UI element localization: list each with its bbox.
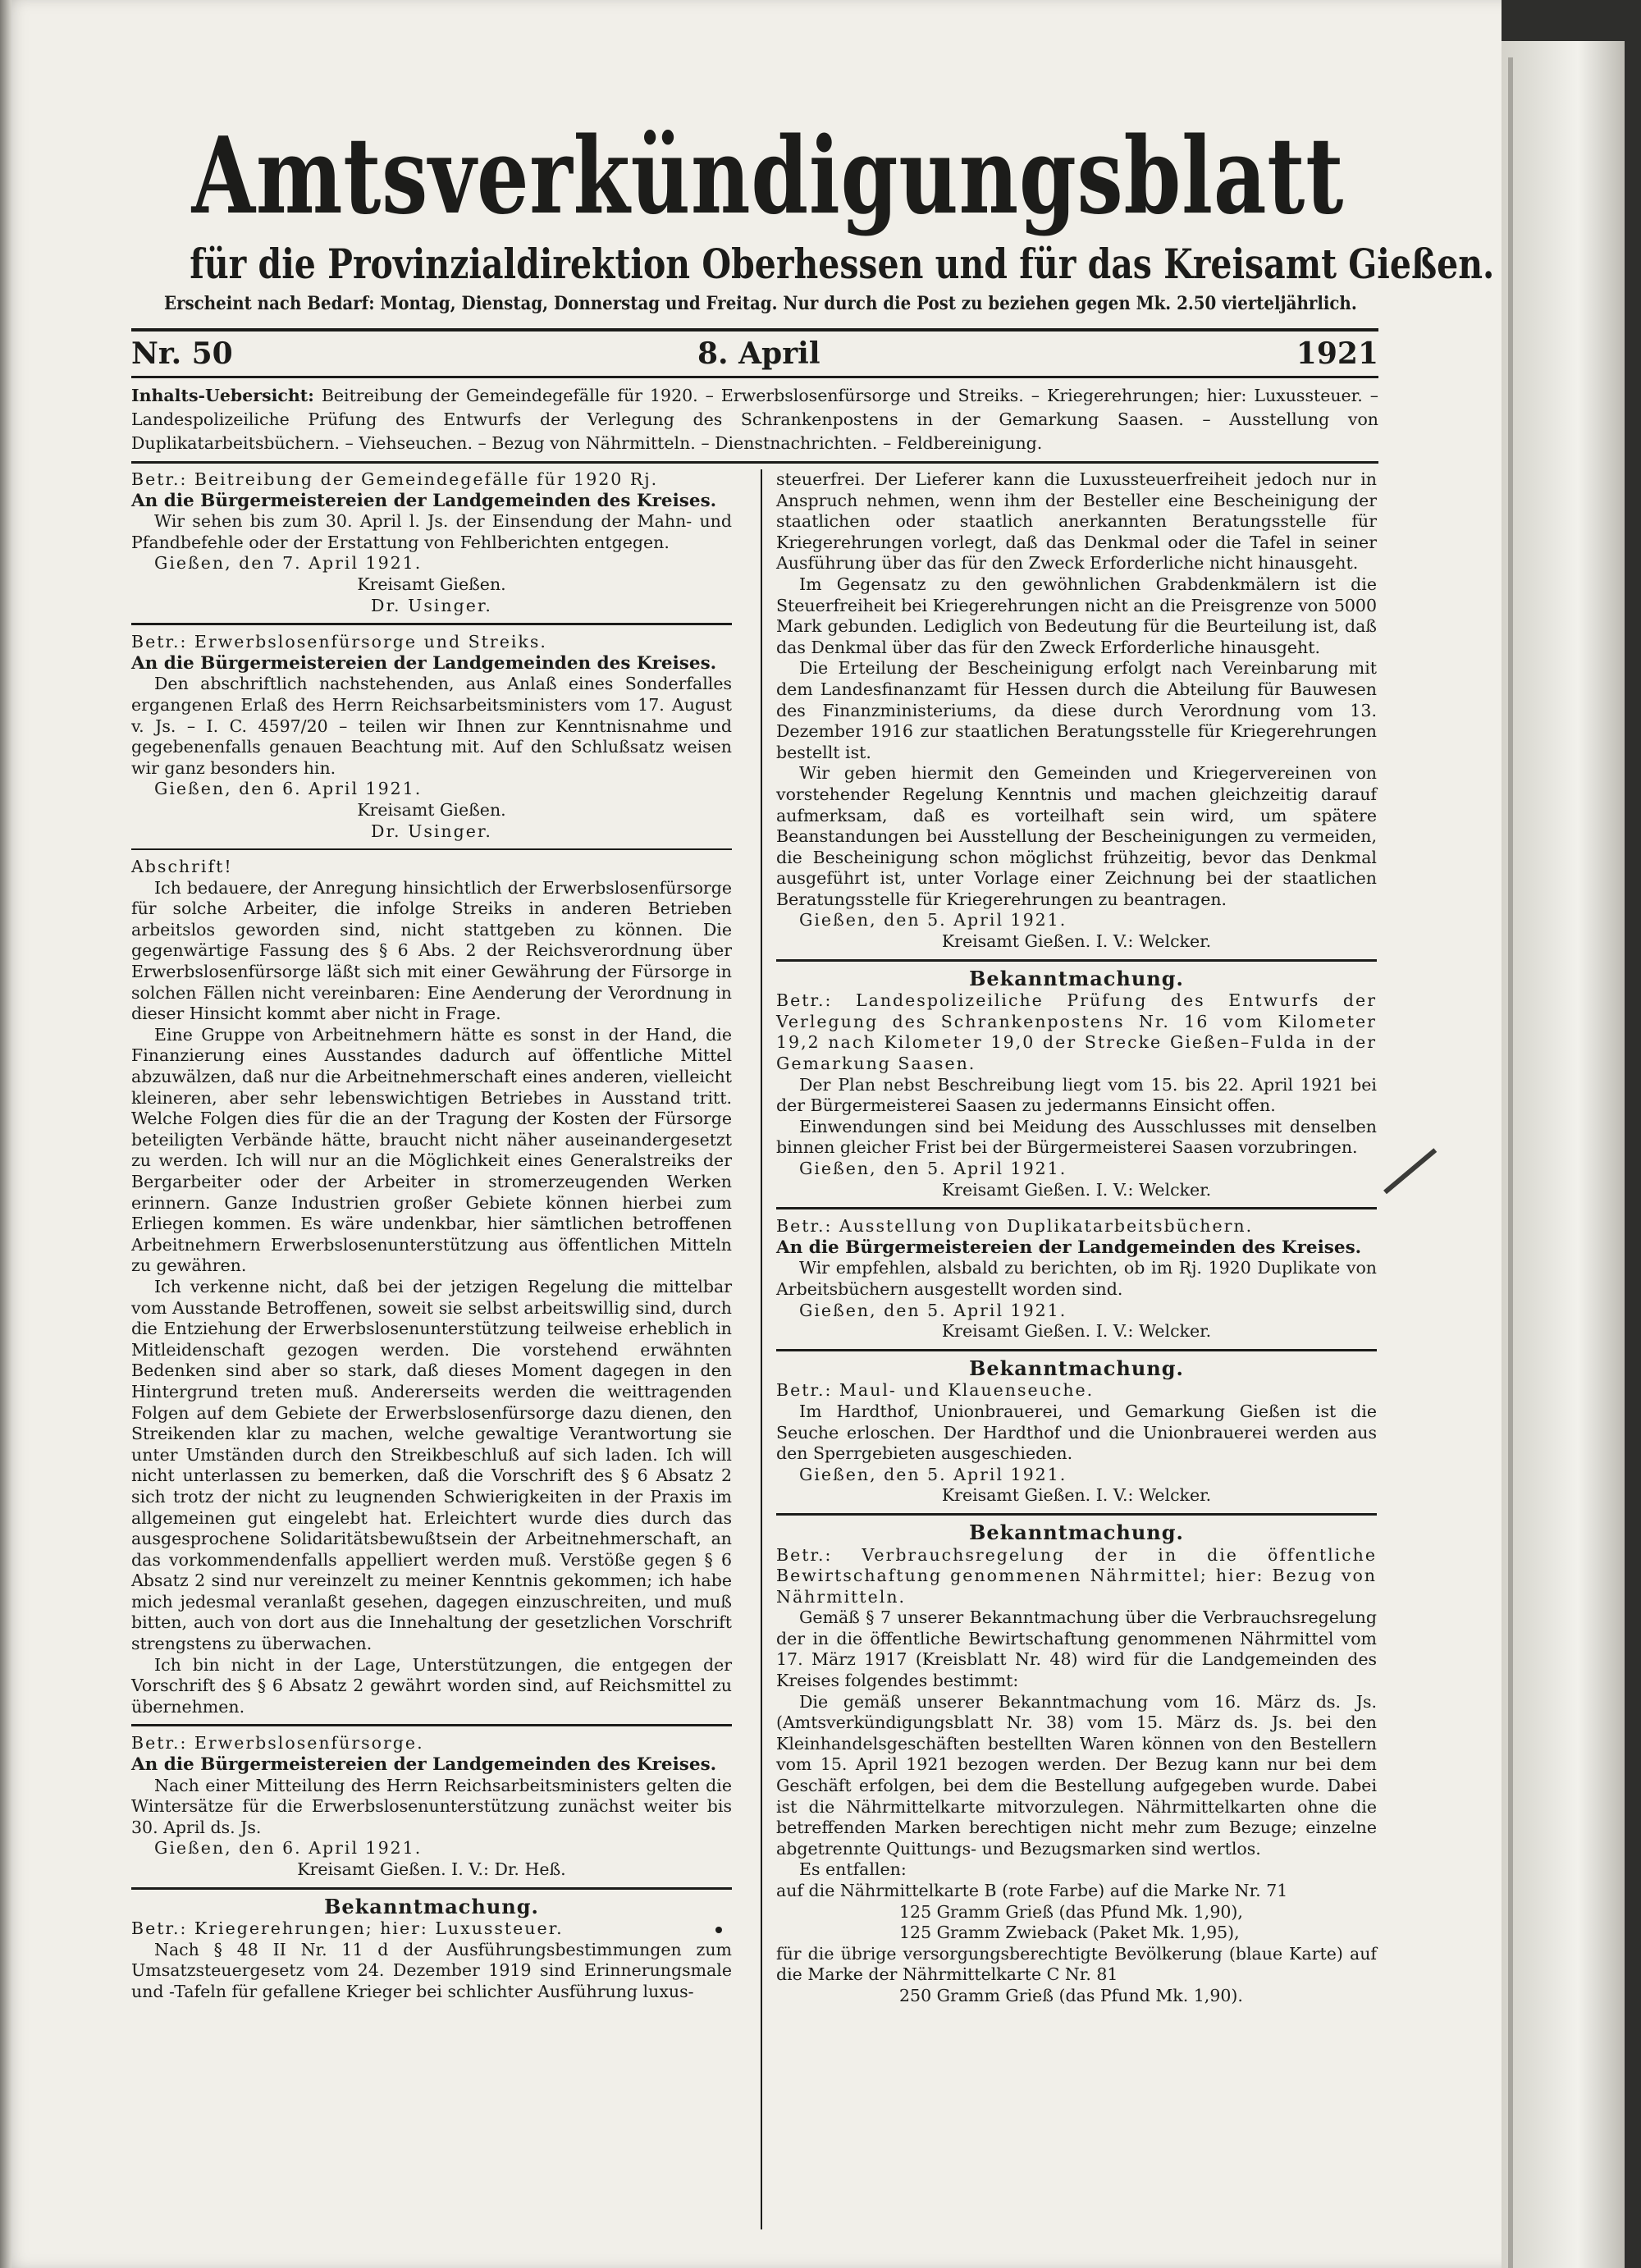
article-naehrmittel — [776, 1522, 1377, 2007]
article-subject: Betr.: Beitreibung der Gemeindegefälle für 1920 Rj. — [131, 469, 659, 489]
issue-year: 1921 — [1296, 336, 1378, 371]
copy-paragraph: Eine Gruppe von Arbeitnehmern hätte es sonst in der Hand, die Finanzierung eines Ausstandes dadurch auf öffentliche Mittel abzuwälzen, daß nur die Arbeitnehmerschaft eines anderen, vielleicht kleineren, aber sehr lebenswichtigen Betriebes in Ausstand tritt. Welche Folgen dies für die an der Tragung der Kosten der Fürsorge beteiligten Verbände hätte, braucht nicht näher auseinandergesetzt zu werden. Ich will nur an die Möglichkeit eines Generalstreiks der Bergarbeiter oder der Arbeiter in stromerzeugenden Werken erinnern. Ganze Industrien großer Gebiete können hierbei zum Erliegen kommen. Es wäre undenkbar, hier sämtlichen betroffenen Arbeitnehmern Erwerbslosenunterstützung aus öffentlichen Mitteln zu gewähren. — [131, 1024, 732, 1276]
article-erwerbslosenfuersorge-streiks — [131, 632, 732, 842]
left-column — [131, 469, 732, 2003]
ration-line: 250 Gramm Grieß (das Pfund Mk. 1,90). — [899, 1985, 1243, 2005]
article-addressee: An die Bürgermeistereien der Landgemeinden des Kreises. — [131, 652, 717, 674]
right-column — [776, 469, 1377, 2007]
article-subject: Betr.: Ausstellung von Duplikatarbeitsbüchern. — [776, 1216, 1254, 1237]
ink-dot — [715, 1927, 722, 1933]
article-place-date: Gießen, den 6. April 1921. — [154, 779, 423, 799]
article-divider — [776, 1513, 1377, 1516]
article-body: steuerfrei. Der Lieferer kann die Luxussteuerfreiheit jedoch nur in Anspruch nehmen, wenn ihm der Besteller eine Bescheinigung der staatlichen oder staatlich anerkannten Beratungsstelle für Kriegerehrungen vorlegt, daß das Denkmal oder die Tafel in seiner Ausführung über das für den Zweck Erforderliche nicht hinausgeht. — [776, 469, 1377, 574]
article-place-date: Gießen, den 6. April 1921. — [154, 1838, 423, 1859]
article-place-date: Gießen, den 5. April 1921. — [799, 1159, 1067, 1178]
article-kriegerehrungen-continued — [776, 469, 1377, 953]
toc-text: Beitreibung der Gemeindegefälle für 1920. – Erwerbslosenfürsorge und Streiks. – Kriegerehrungen; hier: Luxussteuer. – Landespolizeiliche Prüfung des Entwurfs der Verlegung des Schrankenpostens in der Gemarkung Saasen. – Ausstellung von Duplikatarbeitsbüchern. – Viehseuchen. – Bezug von Nährmitteln. – Dienstnachrichten. – Feldbereinigung. — [131, 386, 1378, 453]
article-office: Kreisamt Gießen. — [357, 799, 506, 820]
table-of-contents — [131, 384, 1378, 455]
ration-line: auf die Nährmittelkarte B (rote Farbe) auf die Marke Nr. 71 — [776, 1881, 1288, 1900]
article-body: Im Hardthof, Unionbrauerei, und Gemarkung Gießen ist die Seuche erloschen. Der Hardthof und die Unionbrauerei werden aus den Sperrgebieten ausgeschieden. — [776, 1401, 1377, 1464]
article-kriegerehrungen — [131, 1896, 732, 2003]
header-rule-top — [131, 328, 1378, 332]
article-office: Kreisamt Gießen. I. V.: Dr. Heß. — [297, 1859, 566, 1879]
article-subject: Betr.: Maul- und Klauenseuche. — [776, 1380, 1095, 1401]
article-body: Wir sehen bis zum 30. April l. Js. der Einsendung der Mahn- und Pfandbefehle oder der Erstattung von Fehlberichten entgegen. — [131, 511, 732, 552]
copy-paragraph: Ich verkenne nicht, daß bei der jetzigen Regelung die mittelbar vom Ausstande Betroffenen, soweit sie selbst arbeitswillig sind, durch die Entziehung der Erwerbslosenunterstützung teilweise erheblich in Mitleidenschaft gezogen werden. Die vorstehend erwähnten Bedenken sind aber so stark, daß dieses Moment dagegen in den Hintergrund treten muß. Andererseits werden die weittragenden Folgen auf dem Gebiete der Erwerbslosenfürsorge dazu dienen, den Streikenden klar zu machen, welche gewaltige Verantwortung sie unter Umständen durch den Streikbeschluß auf sich laden. Ich will nicht unterlassen zu bemerken, daß die Vorschrift des § 6 Absatz 2 sich trotz der nicht zu leugnenden Schwierigkeiten in der Praxis im allgemeinen gut eingelebt hat. Erleichtert wurde dies durch das ausgesprochene Solidaritätsbewußtsein der Arbeitnehmerschaft, an das vorkommendenfalls appelliert werden muß. Verstöße gegen § 6 Absatz 2 sind nur vereinzelt zu meiner Kenntnis gekommen; ich habe mich jedesmal veranlaßt gesehen, dagegen einzuschreiten, und muß bitten, auch von dort aus die Innehaltung der gesetzlichen Vorschrift strengstens zu überwachen. — [131, 1276, 732, 1654]
article-title: Bekanntmachung. — [969, 1520, 1184, 1544]
article-office: Kreisamt Gießen. I. V.: Welcker. — [941, 931, 1212, 952]
article-body: Den abschriftlich nachstehenden, aus Anlaß eines Sonderfalles ergangenen Erlaß des Herrn Reichsarbeitsministers vom 17. August v. Js. – I. C. 4597/20 – teilen wir Ihnen zur Kenntnisnahme und gegebenenfalls genauen Beachtung mit. Auf den Schlußsatz weisen wir ganz besonders hin. — [131, 674, 732, 778]
article-place-date: Gießen, den 7. April 1921. — [154, 553, 423, 574]
article-office: Kreisamt Gießen. I. V.: Welcker. — [941, 1485, 1212, 1506]
copy-paragraph: Ich bedauere, der Anregung hinsichtlich der Erwerbslosenfürsorge für solche Arbeiter, die infolge Streiks in anderen Betrieben arbeitslos geworden sind, nicht stattgeben zu können. Die gegenwärtige Fassung des § 6 Abs. 2 der Reichsverordnung über Erwerbslosenfürsorge läßt sich mit einer Gewährung der Fürsorge in solchen Fällen nicht vereinbaren: Eine Aenderung der Verordnung in dieser Hinsicht kommt aber nicht in Frage. — [131, 877, 732, 1024]
article-divider — [776, 1207, 1377, 1209]
article-addressee: An die Bürgermeistereien der Landgemeinden des Kreises. — [776, 1237, 1362, 1258]
article-office: Kreisamt Gießen. I. V.: Welcker. — [941, 1179, 1212, 1200]
article-body: Nach § 48 II Nr. 11 d der Ausführungsbestimmungen zum Umsatzsteuergesetz vom 24. Dezember 1919 sind Erinnerungsmale und -Tafeln für gefallene Krieger bei schlichter Ausführung luxus- — [131, 1939, 732, 2001]
article-place-date: Gießen, den 5. April 1921. — [799, 1300, 1067, 1320]
masthead — [131, 115, 1495, 317]
article-divider — [131, 623, 732, 625]
ration-line: 125 Gramm Zwieback (Paket Mk. 1,95), — [899, 1923, 1240, 1943]
article-subject: Betr.: Landespolizeiliche Prüfung des Entwurfs der Verlegung des Schrankenpostens Nr. 16 vom Kilometer 19,2 nach Kilometer 19,0 der Strecke Gießen–Fulda in der Gemarkung Saasen. — [776, 990, 1377, 1074]
article-office: Kreisamt Gießen. I. V.: Welcker. — [941, 1321, 1212, 1342]
article-place-date: Gießen, den 5. April 1921. — [799, 1464, 1067, 1484]
issue-number: Nr. 50 — [131, 336, 233, 371]
article-body: Wir empfehlen, alsbald zu berichten, ob im Rj. 1920 Duplikate von Arbeitsbüchern ausgestellt worden sind. — [776, 1258, 1377, 1299]
article-addressee: An die Bürgermeistereien der Landgemeinden des Kreises. — [131, 490, 717, 511]
article-body: Wir geben hiermit den Gemeinden und Kriegervereinen von vorstehender Regelung Kenntnis und machen gleichzeitig darauf aufmerksam, daß es vorteilhaft sein wird, um spätere Beanstandungen bei Ausstellung der Bescheinigungen zu vermeiden, die Bescheinigung schon möglichst frühzeitig, bevor das Denkmal ausgeführt ist, unter Vorlage einer Zeichnung bei der staatlichen Beratungsstelle für Kriegerehrungen zu beantragen. — [776, 763, 1377, 909]
pen-mark — [1383, 1148, 1437, 1194]
article-addressee: An die Bürgermeistereien der Landgemeinden des Kreises. — [131, 1754, 717, 1776]
ration-line: für die übrige versorgungsberechtigte Bevölkerung (blaue Karte) auf die Marke der Nährmittelkarte C Nr. 81 — [776, 1943, 1377, 1985]
article-duplikatarbeitsbuecher — [776, 1216, 1377, 1342]
masthead-title: Amtsverkündigungsblatt — [191, 115, 1345, 238]
article-body: Im Gegensatz zu den gewöhnlichen Grabdenkmälern ist die Steuerfreiheit bei Kriegerehrungen nicht an die Preisgrenze von 5000 Mark gebunden. Lediglich von Bedeutung für die Beurteilung ist, daß das Denkmal über das für den Zweck Erforderliche hinausgeht. — [776, 574, 1377, 657]
article-title: Bekanntmachung. — [969, 1356, 1184, 1380]
article-office: Kreisamt Gießen. — [357, 574, 506, 594]
article-copy-erlass — [131, 857, 732, 1717]
article-signer: Dr. Usinger. — [371, 595, 492, 615]
binding-gutter — [0, 0, 11, 2268]
ration-line: 125 Gramm Grieß (das Pfund Mk. 1,90), — [899, 1901, 1243, 1922]
article-subject: Betr.: Erwerbslosenfürsorge. — [131, 1733, 424, 1754]
article-body: Einwendungen sind bei Meidung des Ausschlusses mit denselben binnen gleicher Frist bei der Bürgermeisterei Saasen vorzubringen. — [776, 1116, 1377, 1158]
issue-date: 8. April — [697, 336, 820, 371]
article-title: Bekanntmachung. — [324, 1894, 539, 1918]
column-separator — [761, 469, 762, 2229]
issue-line — [131, 332, 1378, 375]
article-body: Die gemäß unserer Bekanntmachung vom 16. März ds. Js. (Amtsverkündigungsblatt Nr. 38) vom 15. März ds. Js. bei den Kleinhandelsgeschäften bestellten Waren können von den Bestellern vom 15. April 1921 bezogen werden. Der Bezug kann nur bei dem Geschäft erfolgen, bei dem die Bestellung aufgegeben wurde. Dabei ist die Nährmittelkarte mitvorzulegen. Nährmittelkarten ohne die betreffenden Marken berechtigen nicht mehr zum Bezuge; einzelne abgetrennte Quittungs- und Bezugsmarken sind wertlos. — [776, 1691, 1377, 1859]
article-divider — [131, 1724, 732, 1726]
article-body: Es entfallen: — [799, 1859, 907, 1880]
toc-rule — [131, 461, 1378, 464]
article-body: Der Plan nebst Beschreibung liegt vom 15. bis 22. April 1921 bei der Bürgermeisterei Saasen zu jedermanns Einsicht offen. — [776, 1074, 1377, 1116]
article-signer: Dr. Usinger. — [371, 821, 492, 841]
article-schrankenposten — [776, 968, 1377, 1201]
article-subject: Betr.: Kriegerehrungen; hier: Luxussteuer. — [131, 1918, 564, 1939]
article-divider — [131, 848, 732, 850]
article-subject: Betr.: Erwerbslosenfürsorge und Streiks. — [131, 632, 547, 652]
article-divider — [131, 1887, 732, 1890]
masthead-subtitle: für die Provinzialdirektion Oberhessen und für das Kreisamt Gießen. — [190, 240, 1495, 288]
article-divider — [776, 959, 1377, 962]
article-body: Gemäß § 7 unserer Bekanntmachung über die Verbrauchsregelung der in die öffentliche Bewirtschaftung genommenen Nährmittel vom 17. März 1917 (Kreisblatt Nr. 48) wird für die Landgemeinden des Kreises folgendes bestimmt: — [776, 1607, 1377, 1691]
copy-paragraph: Ich bin nicht in der Lage, Unterstützungen, die entgegen der Vorschrift des § 6 Absatz 2 gewährt worden sind, auf Reichsmittel zu übernehmen. — [131, 1654, 732, 1717]
page-stack-strip — [1508, 57, 1513, 2268]
article-body: Die Erteilung der Bescheinigung erfolgt nach Vereinbarung mit dem Landesfinanzamt für Hessen durch die Abteilung für Bauwesen des Finanzministeriums, da diese durch Verordnung vom 13. Dezember 1916 zur staatlichen Beratungsstelle für Kriegerehrungen bestellt ist. — [776, 658, 1377, 762]
header-rule-bottom — [131, 376, 1378, 378]
article-viehseuchen — [776, 1358, 1377, 1507]
article-body: Nach einer Mitteilung des Herrn Reichsarbeitsministers gelten die Wintersätze für die Erwerbslosenunterstützung zunächst weiter bis 30. April ds. Js. — [131, 1775, 732, 1837]
article-gemeindegefaelle — [131, 469, 732, 616]
article-erwerbslosenfuersorge — [131, 1733, 732, 1880]
copy-label: Abschrift! — [131, 857, 233, 877]
article-subject: Betr.: Verbrauchsregelung der in die öffentliche Bewirtschaftung genommenen Nährmittel; hier: Bezug von Nährmitteln. — [776, 1544, 1377, 1607]
article-place-date: Gießen, den 5. April 1921. — [799, 910, 1067, 931]
toc-label: Inhalts-Uebersicht: — [131, 386, 314, 405]
publication-note: Erscheint nach Bedarf: Montag, Dienstag, Donnerstag und Freitag. Nur durch die Post zu beziehen gegen Mk. 2.50 vierteljährlich. — [164, 293, 1357, 314]
article-title: Bekanntmachung. — [969, 966, 1184, 990]
article-divider — [776, 1349, 1377, 1351]
